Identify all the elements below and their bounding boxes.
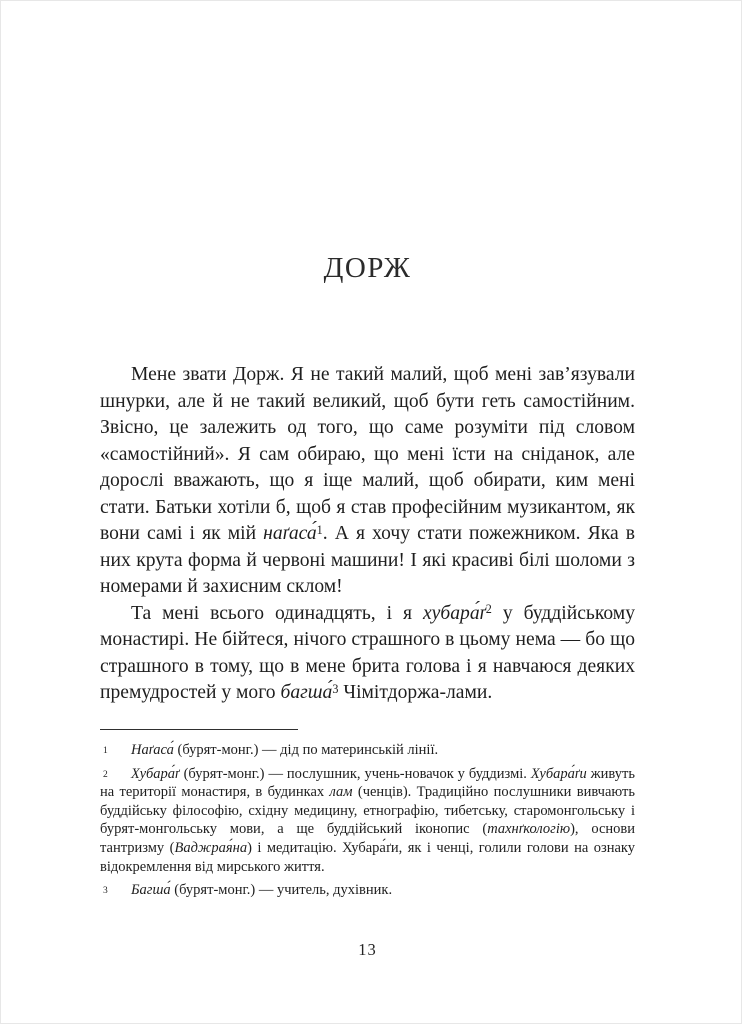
footnote-1 — [100, 741, 635, 760]
body-text — [100, 362, 635, 707]
paragraph-1: Мене звати Дорж. Я не такий малий, щоб мені зав’язували шнурки, але й не такий великий, щоб бути геть самостійним. Звісно, це залежить од того, що саме розуміти під словом «самостійний». Я сам обираю, що мені їсти на сніданок, але дорослі вважають, що я іще малий, щоб обирати, ким мені стати. Батьки хотіли б, щоб я став професійним музикантом, як вони самі і як мій наґаса́$^1$. А я хочу стати пожежником. Яка в них крута форма й червоні машини! І які красиві білі шоломи з номерами й захисним склом! — [100, 364, 635, 597]
footnotes-section — [100, 729, 635, 905]
footnote-3-marker: 3 — [103, 886, 108, 897]
footnote-2 — [100, 765, 635, 877]
page-number: 13 — [358, 940, 377, 959]
footnote-3 — [100, 881, 635, 900]
chapter-title: ДОРЖ — [323, 252, 412, 284]
footnote-3-text: Багша́ (бурят-монг.) — учитель, духівник. — [131, 882, 393, 899]
footnote-1-marker: 1 — [103, 746, 108, 756]
footnote-2-text: Хубара́ґ (бурят-монг.) — послушник, учень-новачок у буддизмі. Хубара́ґи живуть на території монастиря, в будинках лам (ченців). Традиційно послушники вивчають буддійську філософію, східну медицину, етнографію, тибетську, старомонгольську і бурят-монгольську мови, а ще буддійський іконопис (тахнґкологію), основи тантризму (Ваджрая́на) і медитацію. Хубара́ґи, як і ченці, голили голови на ознаку відокремлення від мирського життя. — [100, 765, 635, 875]
footnote-1-text: Наґаса́ (бурят-монг.) — дід по материнській лінії. — [131, 742, 439, 758]
paragraph-2: Та мені всього одинадцять, і я $хубара́ґ^2$ у буддійському монастирі. Не бійтеся, нічого страшного в цьому нема — бо що страшного в тому, що в мене брита голова і я навчаюся деяких премудростей у мого багша́$^3$ Чімітдоржа-лами. — [100, 602, 635, 703]
footnote-separator-rule — [100, 729, 298, 730]
footnote-2-marker: 2 — [103, 769, 108, 780]
